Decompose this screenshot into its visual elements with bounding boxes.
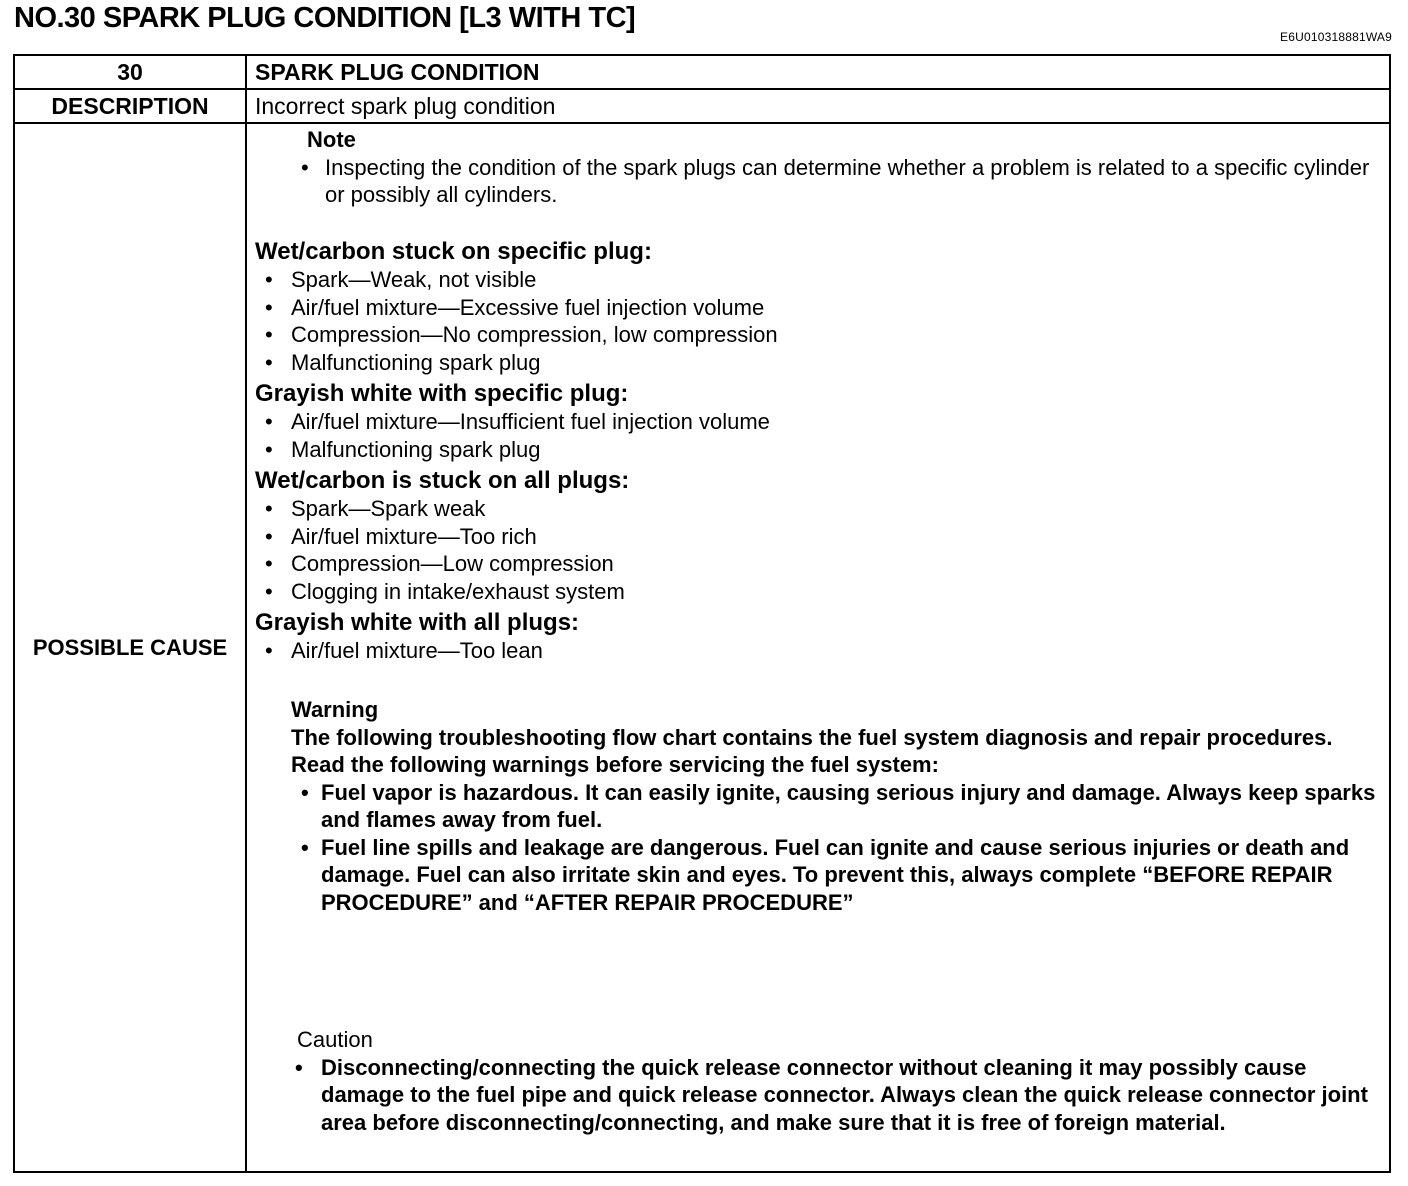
warning-item: • Fuel line spills and leakage are dangerous. Fuel can ignite and cause serious injuries or death and damage. Fuel can also irritate skin and eyes. To prevent this, always complete “BEFORE REPAIR PROCEDURE” and “AFTER REPAIR PROCEDURE” bbox=[291, 834, 1379, 917]
note-list bbox=[255, 154, 1379, 209]
description-value: Incorrect spark plug condition bbox=[246, 89, 1390, 123]
description-row bbox=[14, 89, 1390, 123]
note-block bbox=[255, 126, 1379, 209]
cause-group bbox=[255, 380, 1379, 463]
caution-item: • Disconnecting/connecting the quick release connector without cleaning it may possibly cause damage to the fuel pipe and quick release connector. Always clean the quick release connector joint area before disconnecting/connecting, and make sure that it is free of foreign material. bbox=[285, 1054, 1379, 1137]
trouble-number: 30 bbox=[14, 55, 246, 89]
group-heading: Grayish white with all plugs: bbox=[255, 609, 580, 636]
diagnostic-table bbox=[13, 54, 1391, 1173]
list-item: • Clogging in intake/exhaust system bbox=[255, 578, 1379, 606]
note-title: Note bbox=[307, 127, 356, 152]
list-item: • Air/fuel mixture—Excessive fuel injection volume bbox=[255, 294, 1379, 322]
warning-list bbox=[255, 779, 1379, 917]
list-item: • Air/fuel mixture—Too lean bbox=[255, 637, 1379, 665]
possible-cause-content bbox=[246, 123, 1390, 1172]
caution-list bbox=[255, 1054, 1379, 1137]
group-heading: Wet/carbon is stuck on all plugs: bbox=[255, 467, 630, 494]
page-title: NO.30 SPARK PLUG CONDITION [L3 WITH TC] bbox=[14, 2, 636, 34]
possible-cause-row bbox=[14, 123, 1390, 1172]
cause-group bbox=[255, 238, 1379, 376]
note-item: • Inspecting the condition of the spark plugs can determine whether a problem is related to a specific cylinder or possibly all cylinders. bbox=[291, 154, 1379, 209]
cause-group bbox=[255, 467, 1379, 605]
caution-title: Caution bbox=[297, 1027, 373, 1052]
table-header-row bbox=[14, 55, 1390, 89]
list-item: • Compression—No compression, low compression bbox=[255, 321, 1379, 349]
group-heading: Grayish white with specific plug: bbox=[255, 380, 629, 407]
caution-block bbox=[255, 1026, 1379, 1136]
description-label: DESCRIPTION bbox=[14, 89, 246, 123]
warning-item: • Fuel vapor is hazardous. It can easily ignite, causing serious injury and damage. Always keep sparks and flames away from fuel. bbox=[291, 779, 1379, 834]
list-item: • Air/fuel mixture—Insufficient fuel injection volume bbox=[255, 408, 1379, 436]
warning-intro: The following troubleshooting flow chart contains the fuel system diagnosis and repair procedures. Read the following warnings before servicing the fuel system: bbox=[291, 724, 1333, 777]
possible-cause-label: POSSIBLE CAUSE bbox=[14, 123, 246, 1172]
group-list bbox=[255, 266, 1379, 376]
group-list bbox=[255, 637, 1379, 665]
list-item: • Malfunctioning spark plug bbox=[255, 436, 1379, 464]
group-list bbox=[255, 495, 1379, 605]
list-item: • Air/fuel mixture—Too rich bbox=[255, 523, 1379, 551]
list-item: • Spark—Weak, not visible bbox=[255, 266, 1379, 294]
group-heading: Wet/carbon stuck on specific plug: bbox=[255, 238, 652, 265]
cause-group bbox=[255, 609, 1379, 665]
warning-title: Warning bbox=[291, 697, 379, 722]
warning-block bbox=[255, 696, 1379, 916]
document-code: E6U010318881WA9 bbox=[1280, 30, 1392, 44]
list-item: • Compression—Low compression bbox=[255, 550, 1379, 578]
list-item: • Malfunctioning spark plug bbox=[255, 349, 1379, 377]
group-list bbox=[255, 408, 1379, 463]
list-item: • Spark—Spark weak bbox=[255, 495, 1379, 523]
trouble-heading: SPARK PLUG CONDITION bbox=[246, 55, 1390, 89]
